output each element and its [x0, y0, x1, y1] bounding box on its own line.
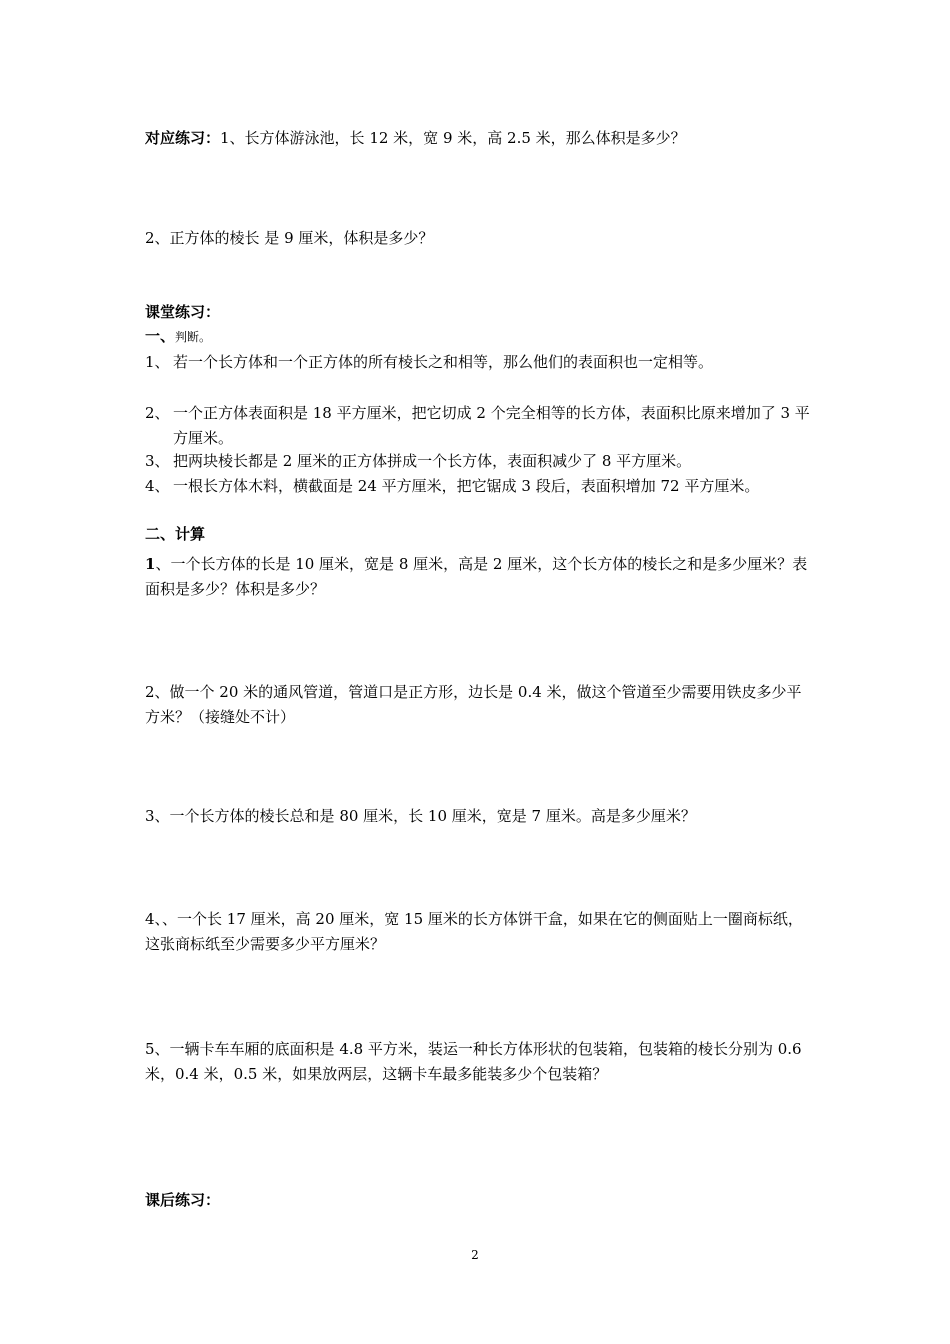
homework-heading: 课后练习：: [145, 1191, 221, 1209]
practice-q1-text: 1、长方体游泳池，长 12 米，宽 9 米，高 2.5 米，那么体积是多少？: [220, 129, 686, 147]
judgment-text: 把两块棱长都是 2 厘米的正方体拼成一个长方体，表面积减少了 8 平方厘米。: [173, 452, 692, 470]
section2-title: 二、计算: [145, 525, 206, 543]
calc-q1-lead: 1: [145, 555, 156, 573]
section1-title: 一、: [145, 327, 176, 345]
calc-question-3: 3、一个长方体的棱长总和是 80 厘米，长 10 厘米，宽是 7 厘米。高是多少厘米？: [145, 807, 696, 825]
practice-question-1: [145, 126, 815, 151]
judgment-item: [145, 350, 815, 375]
judgment-item: [145, 449, 815, 474]
practice-heading: 对应练习：: [145, 129, 221, 147]
classwork-heading: 课堂练习：: [145, 303, 221, 321]
judgment-text: 若一个长方体和一个正方体的所有棱长之和相等，那么他们的表面积也一定相等。: [173, 353, 714, 371]
judgment-number: 1、: [145, 353, 170, 371]
section1-subtitle: 判断。: [175, 330, 212, 344]
calc-question-4: 4、、一个长 17 厘米，高 20 厘米，宽 15 厘米的长方体饼干盒，如果在它的侧面贴上一圈商标纸，这张商标纸至少需要多少平方厘米？: [145, 910, 803, 953]
calc-question-1: [145, 552, 815, 602]
judgment-item: [145, 401, 815, 451]
judgment-text: 一根长方体木料，横截面是 24 平方厘米，把它锯成 3 段后，表面积增加 72 平方厘米。: [173, 477, 760, 495]
judgment-number: 4、: [145, 477, 170, 495]
judgment-text: 一个正方体表面积是 18 平方厘米，把它切成 2 个完全相等的长方体，表面积比原来增加了 3 平方厘米。: [173, 404, 810, 447]
practice-question-2: 2、正方体的棱长 是 9 厘米，体积是多少？: [145, 229, 434, 247]
judgment-number: 2、: [145, 404, 170, 422]
page-number: 2: [471, 1248, 479, 1262]
section1-heading: [145, 324, 815, 350]
calc-question-5: 5、一辆卡车车厢的底面积是 4.8 平方米，装运一种长方体形状的包装箱，包装箱的棱长分别为 0.6 米，0.4 米，0.5 米，如果放两层，这辆卡车最多能装多少个包装箱？: [145, 1040, 802, 1083]
calc-q1-text: 、一个长方体的长是 10 厘米，宽是 8 厘米，高是 2 厘米，这个长方体的棱长之和是多少厘米？表面积是多少？体积是多少？: [145, 555, 808, 598]
judgment-number: 3、: [145, 452, 170, 470]
calc-question-2: 2、做一个 20 米的通风管道，管道口是正方形，边长是 0.4 米，做这个管道至少需要用铁皮多少平方米？（接缝处不计）: [145, 683, 802, 726]
judgment-item: [145, 474, 815, 499]
